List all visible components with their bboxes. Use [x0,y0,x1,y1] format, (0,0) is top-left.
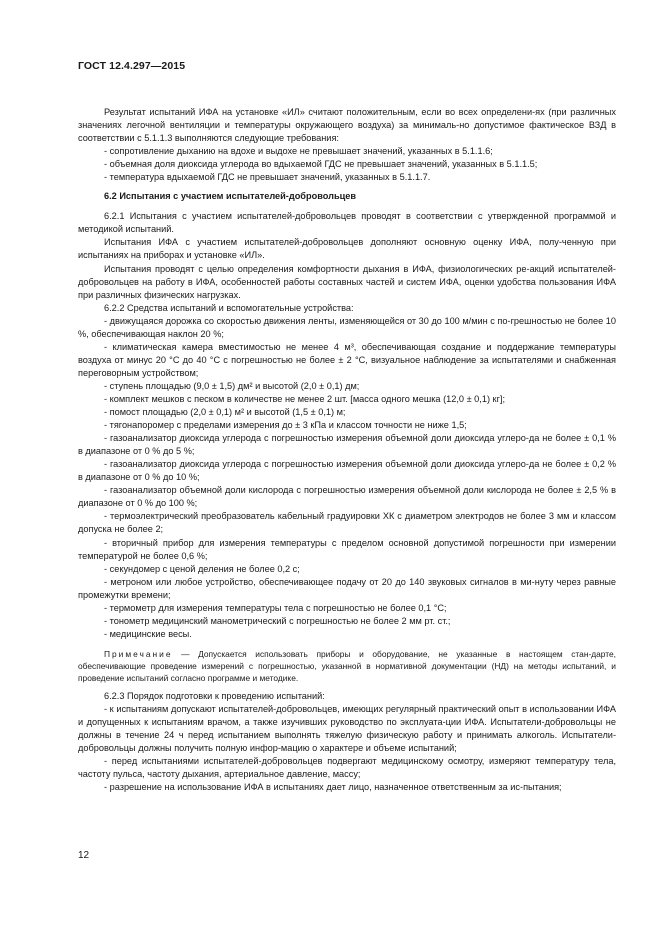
list-item: - сопротивление дыханию на вдохе и выдохе не превышает значений, указанных в 5.1.1.6; [104,146,493,157]
list-item: - объемная доля диоксида углерода во вдыхаемой ГДС не превышает значений, указанных в 5.1.1.5; [104,159,538,170]
list-item: - комплект мешков с песком в количестве не менее 2 шт. [масса одного мешка (12,0 ± 0,1) кг]; [104,393,506,404]
note [78,648,616,684]
list-item: - медицинские весы. [104,628,192,639]
list-item: - перед испытаниями испытателей-добровольцев подвергают медицинскому осмотру, измеряют температуру тела, частоту пульса, частоту дыхания, артериальное давление, массу; [78,756,616,780]
list-item: - климатическая камера вместимостью не менее 4 м³, обеспечивающая создание и поддержание температуры воздуха от минус 20 °С до 40 °С с погрешностью не более ± 2 °С, визуальное наблюдение за испытателями и снабженная переговорным устройством; [78,341,616,378]
list-item: - тонометр медицинский манометрический с погрешностью не более 2 мм рт. ст.; [104,615,451,626]
paragraph: Результат испытаний ИФА на установке «ИЛ» считают положительным, если во всех определени-ях (при различных значениях легочной вентиляции и температуры окружающего воздуха) за минималь-но допустимое фактическое ВЗД в соответствии с 5.1.1.3 выполняются следующие требования: [78,107,616,144]
list-item: - тягонапоромер с пределами измерения до ± 3 кПа и классом точности не ниже 1,5; [104,420,467,431]
document-header: ГОСТ 12.4.297—2015 [78,60,186,72]
list-item: - термометр для измерения температуры тела с погрешностью не более 0,1 °С; [104,602,447,613]
list-item: - к испытаниям допускают испытателей-добровольцев, имеющих регулярный практический опыт в использовании ИФА и допущенных к испытаниям врачом, а также изучивших руководство по эксплуата-ции ИФА. Испытатели-добровольцы не должны в течение 24 ч перед испытанием выполнять тяжелую физическую работу и принимать алкоголь. Испытатели-добровольцы должны получить полную инфор-мацию о характере и объеме испытаний; [78,703,616,754]
paragraph: Испытания ИФА с участием испытателей-добровольцев дополняют основную оценку ИФА, полу-ченную при испытаниях на приборах и установке «ИЛ». [78,237,616,261]
note-label: Примечание [104,648,173,659]
paragraph: 6.2.3 Порядок подготовки к проведению испытаний: [104,690,325,701]
list-item: - термоэлектрический преобразователь кабельный градуировки ХК с диаметром электродов не более 3 мм и классом допуска не более 2; [78,511,616,535]
list-item: - разрешение на использование ИФА в испытаниях дает лицо, назначенное ответственным за ис-пытания; [104,782,562,793]
paragraph: 6.2.1 Испытания с участием испытателей-добровольцев проводят в соответствии с утвержденной программой и методикой испытаний. [78,211,616,235]
page-number: 12 [78,850,90,861]
document-body [78,106,616,794]
list-item: - секундомер с ценой деления не более 0,2 с; [104,563,300,574]
list-item: - газоанализатор диоксида углерода с погрешностью измерения объемной доли диоксида углеро-да не более ± 0,1 % в диапазоне от 0 % до 5 %; [78,433,616,457]
note-text: Допускается использовать приборы и оборудование, не указанные в настоящем стан-дарте, обеспечивающие проведение измерений с погрешностью, указанной в нормативной документации (НД) на методы испытаний, и проведение испытаний согласно программе и методике. [78,648,616,683]
section-heading: 6.2 Испытания с участием испытателей-добровольцев [104,191,357,202]
paragraph: 6.2.2 Средства испытаний и вспомогательные устройства: [104,302,354,313]
list-item: - ступень площадью (9,0 ± 1,5) дм² и высотой (2,0 ± 0,1) дм; [104,380,360,391]
list-item: - помост площадью (2,0 ± 0,1) м² и высотой (1,5 ± 0,1) м; [104,407,346,418]
list-item: - движущаяся дорожка со скоростью движения ленты, изменяющейся от 30 до 100 м/мин с по-грешностью не более 10 %, обеспечивающая наклон 20 %; [78,315,616,339]
list-item: - температура вдыхаемой ГДС не превышает значений, указанных в 5.1.1.7. [104,172,431,183]
list-item: - вторичный прибор для измерения температуры с пределом основной допустимой погрешности при измерении температурой не более 0,6 %; [78,537,616,561]
note-dash: — [172,648,199,659]
list-item: - метроном или любое устройство, обеспечивающее подачу от 20 до 140 звуковых сигналов в ми-нуту через равные промежутки времени; [78,576,616,600]
paragraph: Испытания проводят с целью определения комфортности дыхания в ИФА, физиологических ре-акций испытателей-добровольцев на работу в ИФА, особенностей работы составных частей и систем ИФА, оценки удобства пользования ИФА при различных физических нагрузках. [78,263,616,300]
list-item: - газоанализатор диоксида углерода с погрешностью измерения объемной доли диоксида углеро-да не более ± 0,2 % в диапазоне от 0 % до 10 %; [78,459,616,483]
list-item: - газоанализатор объемной доли кислорода с погрешностью измерения объемной доли кислорода не более ± 2,5 % в диапазоне от 0 % до 100 %; [78,485,616,509]
